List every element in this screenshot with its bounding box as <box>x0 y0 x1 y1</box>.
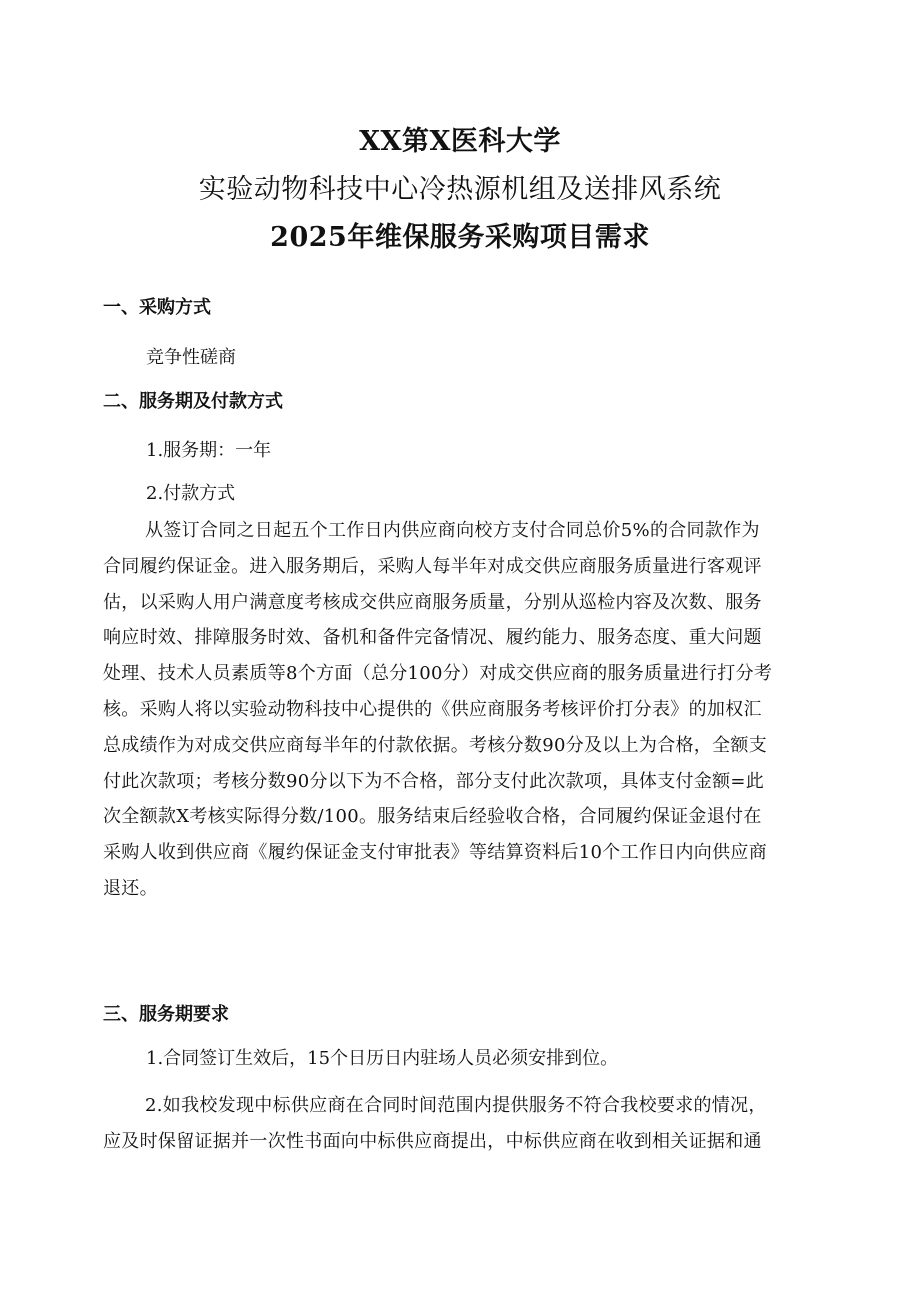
paragraph-line: 处理、技术人员素质等8个方面（总分100分）对成交供应商的服务质量进行打分考 <box>103 663 773 685</box>
paragraph-line: 响应时效、排障服务时效、备机和备件完备情况、履约能力、服务态度、重大问题 <box>103 627 762 649</box>
paragraph-line: 采购人收到供应商《履约保证金支付审批表》等结算资料后10个工作日内向供应商 <box>103 842 768 864</box>
paragraph-line: 从签订合同之日起五个工作日内供应商向校方支付合同总价5%的合同款作为 <box>145 520 760 541</box>
title-line-university: XX第X医科大学 <box>359 126 561 157</box>
paragraph-line: 退还。 <box>103 877 158 899</box>
paragraph-line: 2.如我校发现中标供应商在合同时间范围内提供服务不符合我校要求的情况， <box>145 1095 767 1116</box>
paragraph-line: 估，以采购人用户满意度考核成交供应商服务质量，分别从巡检内容及次数、服务 <box>103 591 762 613</box>
section-heading-service-requirements: 三、服务期要求 <box>103 1004 229 1025</box>
paragraph-line: 合同履约保证金。进入服务期后，采购人每半年对成交供应商服务质量进行客观评 <box>103 555 762 577</box>
title-line-system: 实验动物科技中心冷热源机组及送排风系统 <box>198 174 722 205</box>
requirement-item-1: 1.合同签订生效后，15个日历日内驻场人员必须安排到位。 <box>146 1048 619 1069</box>
paragraph-line: 核。采购人将以实验动物科技中心提供的《供应商服务考核评价打分表》的加权汇 <box>103 698 762 720</box>
document-title <box>0 118 920 262</box>
paragraph-line: 付此次款项；考核分数90分以下为不合格，部分支付此次款项，具体支付金额=此 <box>103 770 765 792</box>
procurement-method-text: 竞争性磋商 <box>146 347 236 368</box>
section-heading-service-payment: 二、服务期及付款方式 <box>103 391 283 412</box>
paragraph-line: 总成绩作为对成交供应商每半年的付款依据。考核分数90分及以上为合格，全额支 <box>103 734 768 756</box>
paragraph-line: 次全额款X考核实际得分数/100。服务结束后经验收合格，合同履约保证金退付在 <box>103 806 762 828</box>
service-period-item: 1.服务期：一年 <box>146 440 272 461</box>
paragraph-line: 应及时保留证据并一次性书面向中标供应商提出，中标供应商在收到相关证据和通 <box>103 1130 762 1152</box>
payment-method-item: 2.付款方式 <box>146 483 236 504</box>
title-line-project: 2025年维保服务采购项目需求 <box>270 222 650 253</box>
payment-paragraph <box>103 513 823 907</box>
section-heading-procurement-method: 一、采购方式 <box>103 297 211 318</box>
requirement-item-2 <box>103 1088 823 1160</box>
